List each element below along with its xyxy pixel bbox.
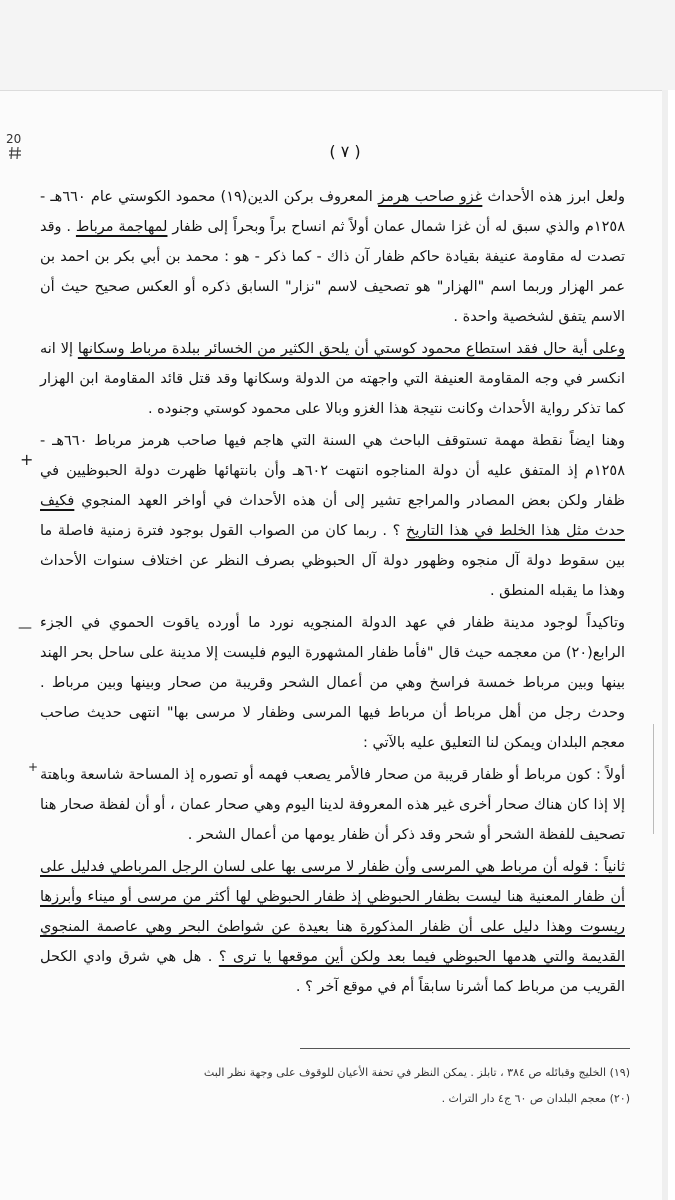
- paragraph-3-text-b: ؟ . ربما كان من الصواب القول بوجود فترة زمنية فاصلة ما بين سقوط دولة آل منجوه وظهور دولة آل الحبوظي بصرف النظر عن اختلاف سنوات الأحداث وهذا ما يقبله المنطق .: [40, 523, 625, 599]
- footnote-divider: [300, 1048, 630, 1049]
- page-edge: [662, 90, 668, 1200]
- footnote-20: (٢٠) معجم البلدان ص ٦٠ ج٤ دار التراث .: [441, 1092, 630, 1105]
- document-body: [40, 182, 625, 1002]
- footnote-19: (١٩) الخليج وقبائله ص ٣٨٤ ، تابلز . يمكن النظر في تحفة الأعيان للوقوف على وجهة نظر البث: [203, 1066, 630, 1079]
- paragraph-2-text-b: إلا انه انكسر في وجه المقاومة العنيفة التي واجهته من الدولة وسكانها وقد قتل قائد المقاومة ابن الهزار كما تذكر رواية الأحداث وكانت نتيجة هذا الغزو وبالا على محمود كوستي وجنوده .: [40, 341, 625, 417]
- paragraph-4: [40, 608, 625, 758]
- paragraph-1-text-c: . وقد تصدت له مقاومة عنيفة بقيادة حاكم ظفار آن ذاك - كما ذكر - هو : محمد بن أبي بكر بن احمد بن عمر الهزار وربما اسم "الهزار" هو تصحيف لاسم "نزار" السابق ذكره أو العكس صحيح حيث أن الاسم يتفق لشخصية واحدة .: [40, 219, 625, 325]
- paragraph-2: [40, 334, 625, 424]
- paragraph-4-text: وتاكيداً لوجود مدينة ظفار في عهد الدولة المنجويه نورد ما أورده ياقوت الحموي في الجزء الرابع(٢٠) من معجمه حيث قال "فأما ظفار المشهورة اليوم فليست إلا مدينة على ساحل بحر الهند بينها وبين مرباط خمسة فراسخ وهي من أعمال الشحر وقريبة من صحار وبينها وبين مرباط . وحدث رجل من أهل مرباط أن مرباط فيها المرسى وظفار لا مرسى بها" انتهى حديث صاحب معجم البلدان ويمكن لنا التعليق عليه بالآتي :: [40, 615, 625, 751]
- paragraph-1: [40, 182, 625, 332]
- paragraph-1-text-a: ولعل ابرز هذه الأحداث: [482, 189, 625, 205]
- margin-cross-mark-icon: +: [20, 450, 34, 469]
- footnotes: [110, 1060, 630, 1112]
- paragraph-1-text-b: المعروف بركن الدين(١٩) محمود الكوستي عام ٦٦٠هـ - ١٢٥٨م والذي سبق له أن غزا شمال عمان أولاً ثم انساح براً وبحراً إلى ظفار: [40, 189, 626, 235]
- hash-mark-icon: [8, 146, 22, 160]
- page-tab-marker: [653, 724, 668, 834]
- page-number: ( ٧ ): [329, 142, 361, 161]
- paragraph-6-text: . هل هي شرق وادي الكحل القريب من مرباط كما أشرنا سابقاً أم في موقع آخر ؟ .: [40, 949, 625, 995]
- paragraph-5-text: أولاً : كون مرباط أو ظفار قريبة من صحار فالأمر يصعب فهمه أو تصوره إذ المساحة شاسعة وباهتة إلا إذا كان هناك صحار أخرى غير هذه المعروفة لدينا اليوم وهي صحار عمان ، أو أن لفظة صحار هنا تصحيف للفظة الشحر أو شحر وقد ذكر أن ظفار يومها من أعمال الشحر .: [40, 767, 625, 843]
- corner-number: 20: [6, 132, 22, 146]
- underlined-paragraph: ثانياً : قوله أن مرباط هي المرسى وأن ظفار لا مرسى بها على لسان الرجل المرباطي فدليل على أن ظفار المعنية هنا ليست بظفار الحبوظي إذ ظفار الحبوظي لها أكثر من مرسى أو ميناء وأبرزها ريسوت وهذا دليل على أن ظفار المذكورة هنا بعيدة عن شواطئ البحر وهي عاصمة المنجوي القديمة والتي هدمها الحبوظي فيما بعد ولكن أين موقعها يا ترى ؟: [40, 859, 626, 965]
- viewer-top-area: [0, 0, 675, 90]
- paragraph-6: [40, 852, 625, 1002]
- underlined-phrase: غزو صاحب هرمز: [378, 189, 483, 205]
- underlined-sentence: وعلى أية حال فقد استطاع محمود كوستي أن يلحق الكثير من الخسائر ببلدة مرباط وسكانها: [77, 341, 625, 357]
- paragraph-3-text-a: وهنا ايضاً نقطة مهمة تستوقف الباحث هي السنة التي هاجم فيها صاحب هرمز مرباط ٦٦٠هـ - ١٢٥٨م إذ المتفق عليه أن دولة المناجوه انتهت ٦٠٢هـ وأن بانتهائها ظهرت دولة الحبوظيين في ظفار ولكن بعض المصادر والمراجع تشير إلى أن هذه الأحداث في أواخر العهد المنجوي: [40, 433, 625, 509]
- margin-cross-mark-icon-2: +: [28, 760, 39, 774]
- scanned-page: [0, 90, 668, 1200]
- underlined-question: فكيف حدث مثل هذا الخلط في هذا التاريخ: [40, 493, 625, 539]
- paragraph-5: [40, 760, 625, 850]
- underlined-phrase-2: لمهاجمة مرباط: [75, 219, 168, 235]
- paragraph-3: [40, 426, 625, 606]
- margin-dash-mark-icon: —: [18, 620, 32, 636]
